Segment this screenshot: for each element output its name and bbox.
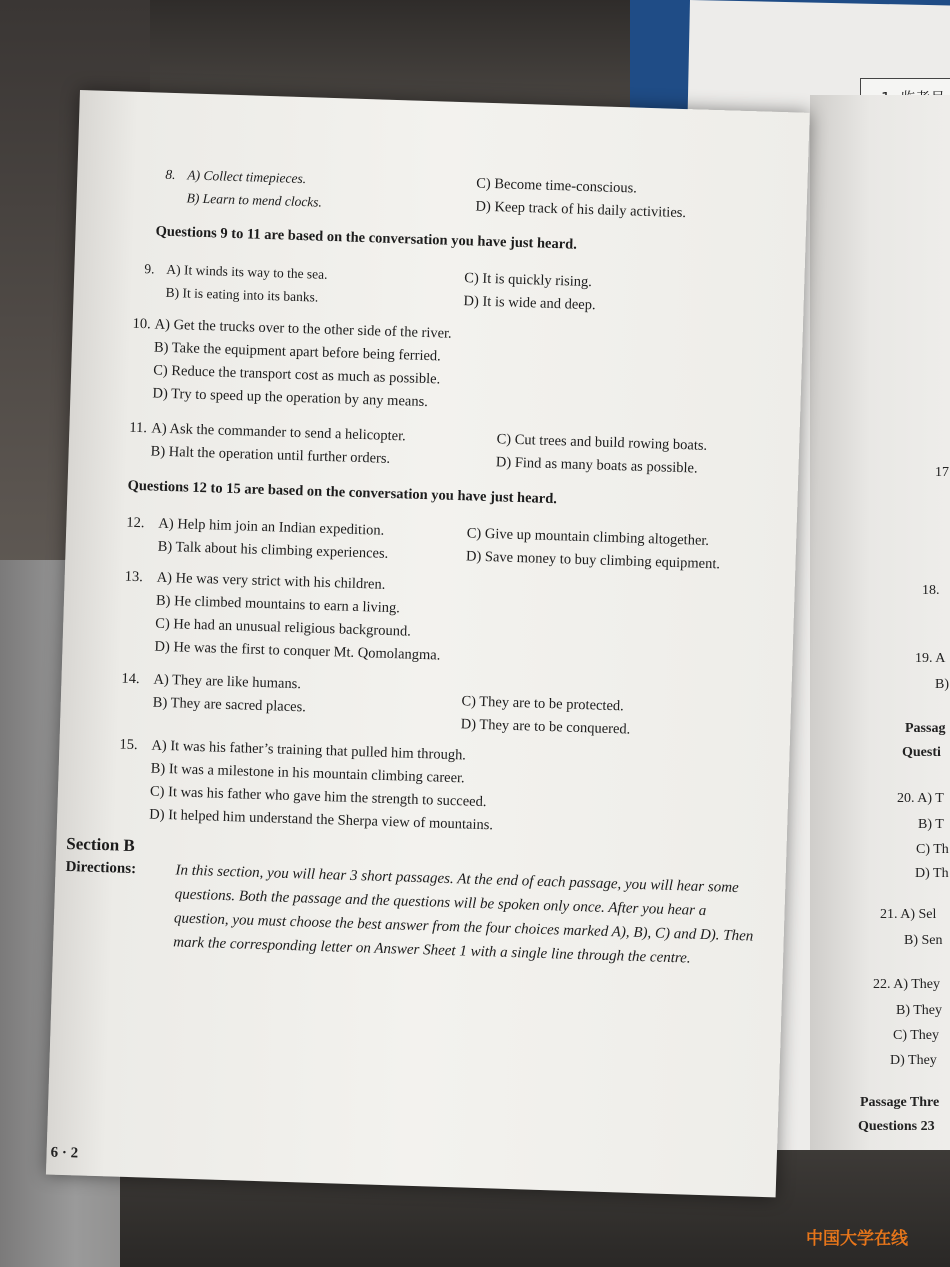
- option-a: A) Help him join an Indian expedition.: [158, 515, 385, 539]
- right-page-fragment: 19. A: [915, 651, 946, 666]
- option-a: A) Ask the commander to send a helicopter.: [151, 420, 407, 445]
- option-c: C) They are to be protected.: [461, 693, 625, 715]
- option-c: C) Cut trees and build rowing boats.: [496, 431, 708, 454]
- option-c: C) It was his father who gave him the strength to succeed.: [149, 783, 487, 811]
- right-page-fragment: 17: [935, 465, 949, 480]
- option-a: A) Collect timepieces.: [187, 167, 307, 187]
- option-a: A) It winds its way to the sea.: [166, 261, 328, 282]
- right-page-fragment: Questi: [902, 745, 941, 760]
- right-page-fragment: B) T: [918, 817, 944, 832]
- option-c: C) He had an unusual religious background.: [155, 615, 412, 640]
- question-14: [120, 668, 772, 746]
- question-number: 11.: [129, 419, 148, 437]
- section-b-title: Section B: [66, 833, 136, 856]
- right-page-fragment: B): [935, 677, 949, 692]
- directions-label: Directions:: [65, 858, 137, 878]
- option-d: D) Try to speed up the operation by any means.: [152, 385, 429, 411]
- option-c: C) Give up mountain climbing altogether.: [466, 525, 710, 549]
- question-number: 15.: [119, 736, 138, 754]
- option-c: C) It is quickly rising.: [464, 270, 593, 291]
- option-a: A) Get the trucks over to the other side of the river.: [154, 316, 452, 342]
- section-heading: Questions 12 to 15 are based on the conversation you have just heard.: [127, 477, 558, 508]
- directions: [63, 855, 766, 973]
- question-10: [130, 313, 783, 425]
- right-page-fragment: Passag: [905, 721, 946, 736]
- exam-page: [45, 90, 839, 1223]
- option-d: D) Save money to buy climbing equipment.: [465, 548, 721, 573]
- question-8: [136, 162, 787, 228]
- question-number: 8.: [165, 166, 176, 183]
- question-number: 9.: [144, 261, 155, 277]
- option-d: D) He was the first to conquer Mt. Qomolangma.: [154, 638, 441, 664]
- question-number: 10.: [132, 315, 152, 333]
- right-page-fragment: 18.: [922, 583, 940, 598]
- right-page-fragment: C) They: [893, 1028, 940, 1043]
- watermark-text: 中国大学在线: [806, 1229, 908, 1249]
- directions-text: In this section, you will hear 3 short passages. At the end of each passage, you will hear some questions. Both the passage and the questions will be spoken only once. After you hear a question, you must choose the best answer from the four choices marked A), B), C) and D). Then mark the corresponding letter on Answer Sheet 1 with a single line through the centre.: [173, 862, 754, 967]
- option-b: B) Talk about his climbing experiences.: [157, 538, 389, 562]
- option-b: B) Take the equipment apart before being ferried.: [153, 339, 442, 365]
- option-d: D) Find as many boats as possible.: [495, 454, 698, 477]
- option-b: B) Halt the operation until further orders.: [150, 443, 391, 467]
- right-page-fragment: Questions 23: [858, 1119, 935, 1134]
- right-page-fragment: C) Th: [916, 842, 949, 857]
- page-paper: [46, 90, 810, 1197]
- option-a: A) It was his father’s training that pulled him through.: [151, 737, 467, 764]
- option-c: C) Become time-conscious.: [476, 175, 638, 197]
- question-number: 13.: [124, 568, 144, 586]
- option-b: B) They are sacred places.: [152, 694, 307, 716]
- option-b: B) It is eating into its banks.: [165, 284, 319, 305]
- option-d: D) It helped him understand the Sherpa view of mountains.: [149, 806, 494, 834]
- question-number: 12.: [126, 514, 145, 532]
- right-page-fragment: B) They: [896, 1003, 943, 1018]
- right-page-fragment: B) Sen: [904, 933, 943, 948]
- option-b: B) Learn to mend clocks.: [186, 190, 323, 210]
- question-13: [122, 566, 775, 678]
- right-page-fragment: 21. A) Sel: [880, 907, 937, 922]
- question-9: [133, 257, 784, 323]
- right-page-fragment: 22. A) They: [873, 977, 941, 992]
- option-b: B) He climbed mountains to earn a living.: [155, 592, 401, 617]
- right-page-fragment: D) They: [890, 1053, 937, 1068]
- page-content: [65, 162, 788, 973]
- question-15: [117, 734, 770, 846]
- option-d: D) Keep track of his daily activities.: [475, 198, 687, 222]
- option-d: D) It is wide and deep.: [463, 293, 596, 314]
- page-number: 6 · 2: [50, 1144, 79, 1162]
- section-heading: Questions 9 to 11 are based on the conversation you have just heard.: [155, 223, 578, 253]
- option-d: D) They are to be conquered.: [460, 716, 631, 738]
- option-a: A) They are like humans.: [153, 671, 302, 693]
- option-b: B) It was a milestone in his mountain climbing career.: [150, 760, 465, 787]
- option-a: A) He was very strict with his children.: [156, 569, 386, 593]
- question-number: 14.: [121, 670, 140, 688]
- option-c: C) Reduce the transport cost as much as possible.: [152, 362, 441, 388]
- right-page-fragment: Passage Thre: [860, 1095, 940, 1110]
- right-page-fragment: 20. A) T: [897, 791, 944, 806]
- question-11: [128, 417, 779, 483]
- right-page-fragment: D) Th: [915, 866, 949, 881]
